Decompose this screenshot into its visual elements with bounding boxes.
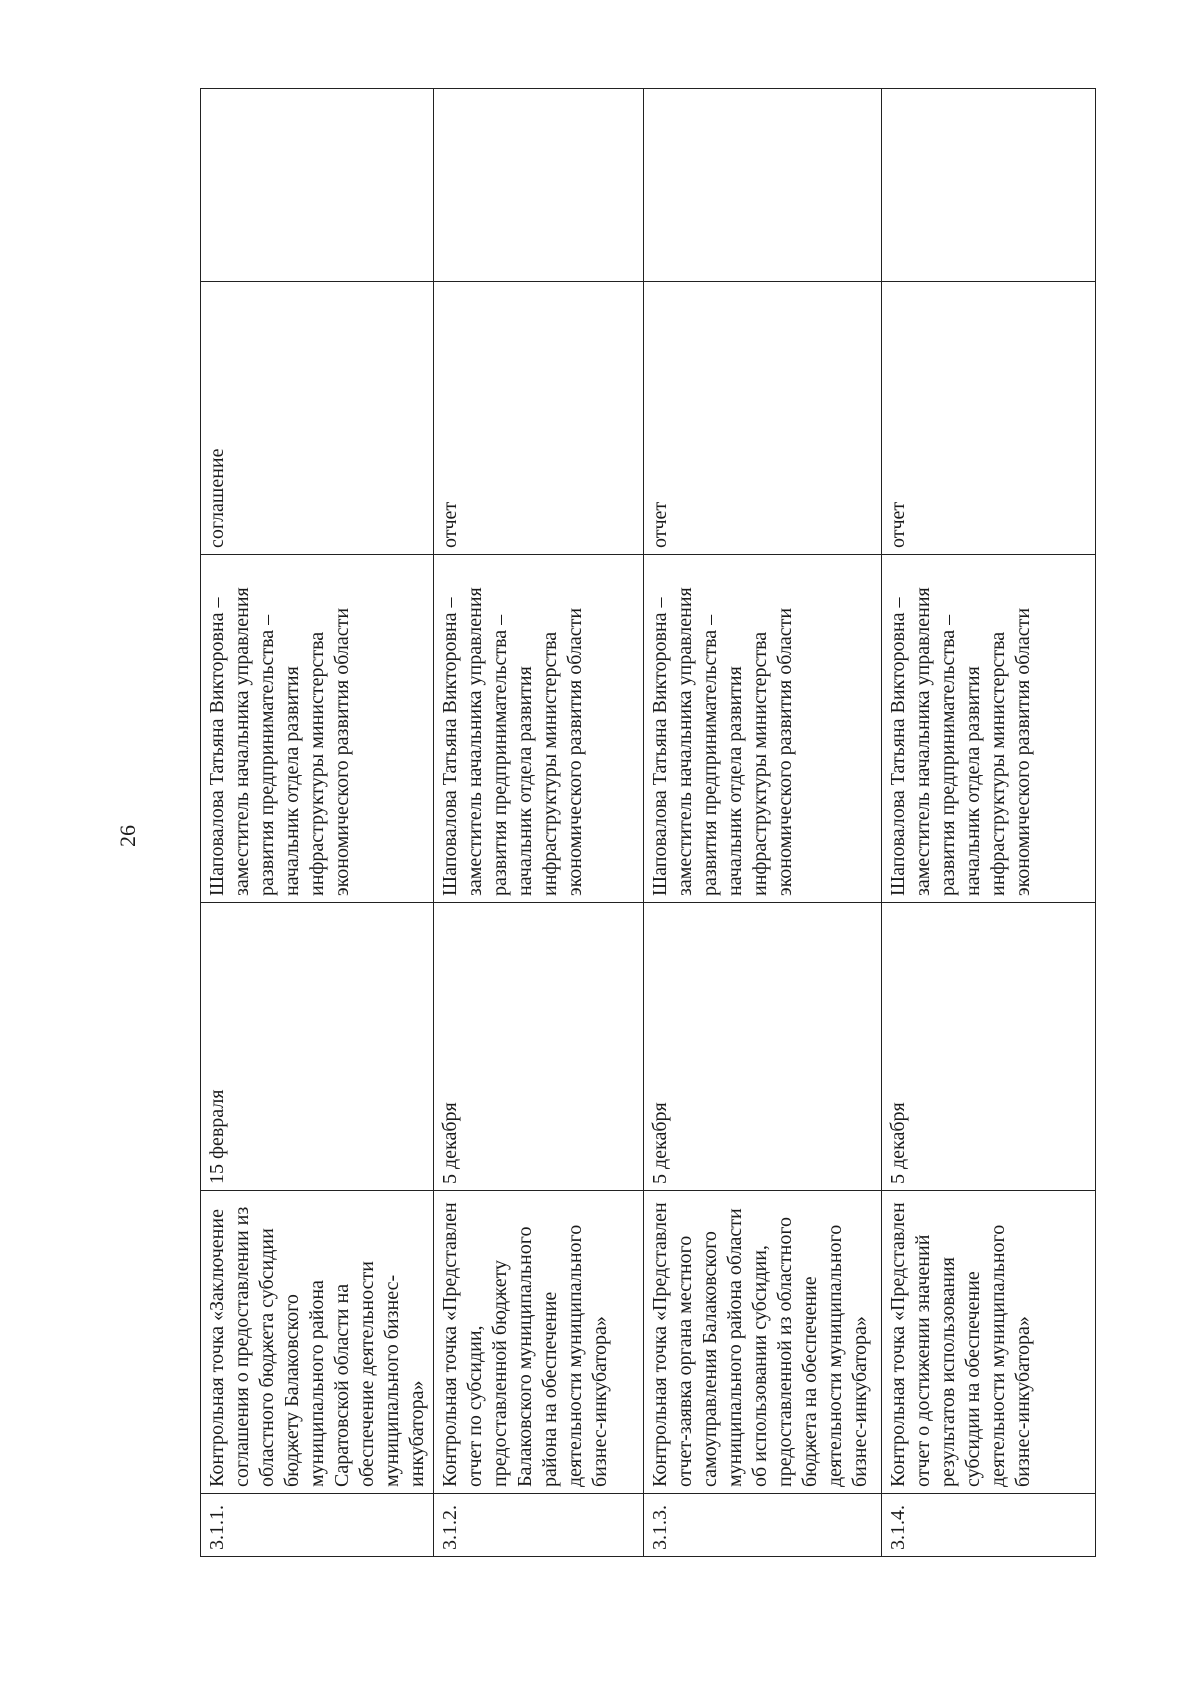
control-point-name-cell: Контрольная точка «Заключение соглашения о предоставлении из областного бюджета субсидии бюджету Балаковского муниципального района Саратовской области на обеспечение деятельности муниципального бизнес-инкубатора» [201, 1191, 434, 1494]
document-type-cell: соглашение [201, 282, 434, 555]
responsible-person-cell: Шаповалова Татьяна Викторовна – заместитель начальника управления развития предпринимательства – начальник отдела развития инфраструктуры министерства экономического развития области [882, 555, 1096, 903]
control-point-name-cell: Контрольная точка «Представлен отчет-заявка органа местного самоуправления Балаковского муниципального района области об использовании субсидии, предоставленной из областного бюджета на обеспечение деятельности муниципального бизнес-инкубатора» [644, 1191, 882, 1494]
control-points-table [200, 88, 1096, 1557]
row-number-cell: 3.1.3. [644, 1494, 882, 1557]
responsible-person-cell: Шаповалова Татьяна Викторовна – заместитель начальника управления развития предпринимательства – начальник отдела развития инфраструктуры министерства экономического развития области [434, 555, 644, 903]
empty-cell [882, 89, 1096, 282]
deadline-cell: 5 декабря [882, 903, 1096, 1191]
control-point-name-cell: Контрольная точка «Представлен отчет о достижении значений результатов использования субсидии на обеспечение деятельности муниципального бизнес-инкубатора» [882, 1191, 1096, 1494]
deadline-cell: 5 декабря [434, 903, 644, 1191]
document-type-cell: отчет [434, 282, 644, 555]
deadline-cell: 5 декабря [644, 903, 882, 1191]
row-number-cell: 3.1.4. [882, 1494, 1096, 1557]
control-point-name-cell: Контрольная точка «Представлен отчет по субсидии, предоставленной бюджету Балаковского муниципального района на обеспечение деятельности муниципального бизнес-инкубатора» [434, 1191, 644, 1494]
responsible-person-cell: Шаповалова Татьяна Викторовна – заместитель начальника управления развития предпринимательства – начальник отдела развития инфраструктуры министерства экономического развития области [644, 555, 882, 903]
table-row [201, 89, 434, 1557]
row-number-cell: 3.1.1. [201, 1494, 434, 1557]
row-number-cell: 3.1.2. [434, 1494, 644, 1557]
page-number: 26 [115, 825, 140, 847]
document-type-cell: отчет [644, 282, 882, 555]
table-row [644, 89, 882, 1557]
rotated-table-container [200, 167, 1095, 1557]
table-row [882, 89, 1096, 1557]
empty-cell [201, 89, 434, 282]
responsible-person-cell: Шаповалова Татьяна Викторовна – заместитель начальника управления развития предпринимательства – начальник отдела развития инфраструктуры министерства экономического развития области [201, 555, 434, 903]
document-type-cell: отчет [882, 282, 1096, 555]
empty-cell [434, 89, 644, 282]
table-row [434, 89, 644, 1557]
empty-cell [644, 89, 882, 282]
deadline-cell: 15 февраля [201, 903, 434, 1191]
